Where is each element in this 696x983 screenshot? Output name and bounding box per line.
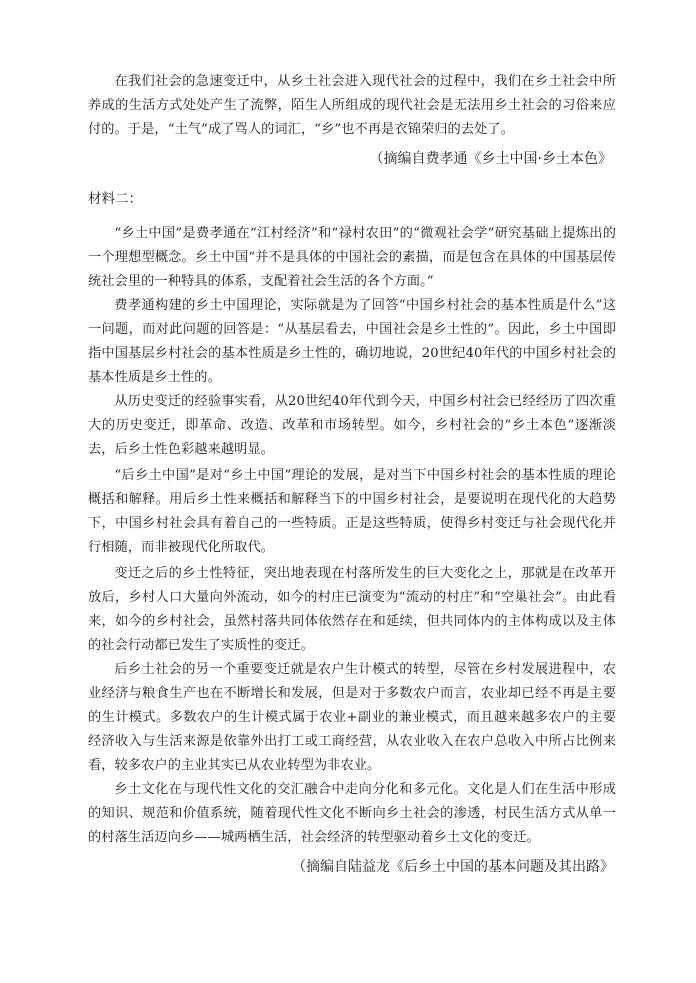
source-citation-1: （摘编自费孝通《乡土中国·乡土本色》 <box>369 151 612 167</box>
paragraph-intro: 在我们社会的急速变迁中，从乡土社会进入现代社会的过程中，我们在乡土社会中所养成的生活方式处处产生了流弊，陌生人所组成的现代社会是无法用乡土社会的习俗来应付的。于是，“土气”成了骂人的词汇，“乡”也不再是衣锦荣归的去处了。 <box>88 74 616 137</box>
material-label: 材料二： <box>88 191 142 207</box>
paragraph-7: 乡土文化在与现代性文化的交汇融合中走向分化和多元化。文化是人们在生活中形成的知识、规范和价值系统，随着现代性文化不断向乡土社会的渗透，村民生活方式从单一的村落生活迈向乡——城两栖生活，社会经济的转型驱动着乡土文化的变迁。 <box>88 782 616 845</box>
paragraph-1: “乡土中国”是费孝通在“江村经济”和“禄村农田”的“微观社会学”研究基础上提炼出的一个理想型概念。乡土中国“并不是具体的中国社会的素描，而是包含在具体的中国基层传统社会里的一种特具的体系，支配着社会生活的各个方面。” <box>88 226 616 289</box>
paragraph-3: 从历史变迁的经验事实看，从20世纪40年代到今天，中国乡村社会已经经历了四次重大的历史变迁，即革命、改造、改革和市场转型。如今，乡村社会的“乡土本色”逐渐淡去，后乡土性色彩越来越明显。 <box>88 394 616 457</box>
source-citation-2: （摘编自陆益龙《后乡土中国的基本问题及其出路》 <box>292 859 614 875</box>
paragraph-6: 后乡土社会的另一个重要变迁就是农户生计模式的转型，尽管在乡村发展进程中，农业经济与粮食生产也在不断增长和发展，但是对于多数农户而言，农业却已经不再是主要的生计模式。多数农户的生计模式属于农业+副业的兼业模式，而且越来越多农户的主要经济收入与生活来源是依靠外出打工或工商经营，从农业收入在农户总收入中所占比例来看，较多农户的主业其实已从农业转型为非农业。 <box>88 662 616 773</box>
paragraph-4: “后乡土中国”是对“乡土中国”理论的发展，是对当下中国乡村社会的基本性质的理论概括和解释。用后乡土性来概括和解释当下的中国乡村社会，是要说明在现代化的大趋势下，中国乡村社会具有着自己的一些特质。正是这些特质，使得乡村变迁与社会现代化并行相随，而非被现代化所取代。 <box>88 468 616 555</box>
paragraph-5: 变迁之后的乡土性特征，突出地表现在村落所发生的巨大变化之上，那就是在改革开放后，乡村人口大量向外流动，如今的村庄已演变为“流动的村庄”和“空巢社会”。由此看来，如今的乡村社会，虽然村落共同体依然存在和延续，但共同体内的主体构成以及主体的社会行动都已发生了实质性的变迁。 <box>88 566 616 653</box>
paragraph-2: 费孝通构建的乡土中国理论，实际就是为了回答“中国乡村社会的基本性质是什么”这一问题，而对此问题的回答是：“从基层看去，中国社会是乡土性的”。因此，乡土中国即指中国基层乡村社会的基本性质是乡土性的，确切地说，20世纪40年代的中国乡村社会的基本性质是乡土性的。 <box>88 298 616 385</box>
